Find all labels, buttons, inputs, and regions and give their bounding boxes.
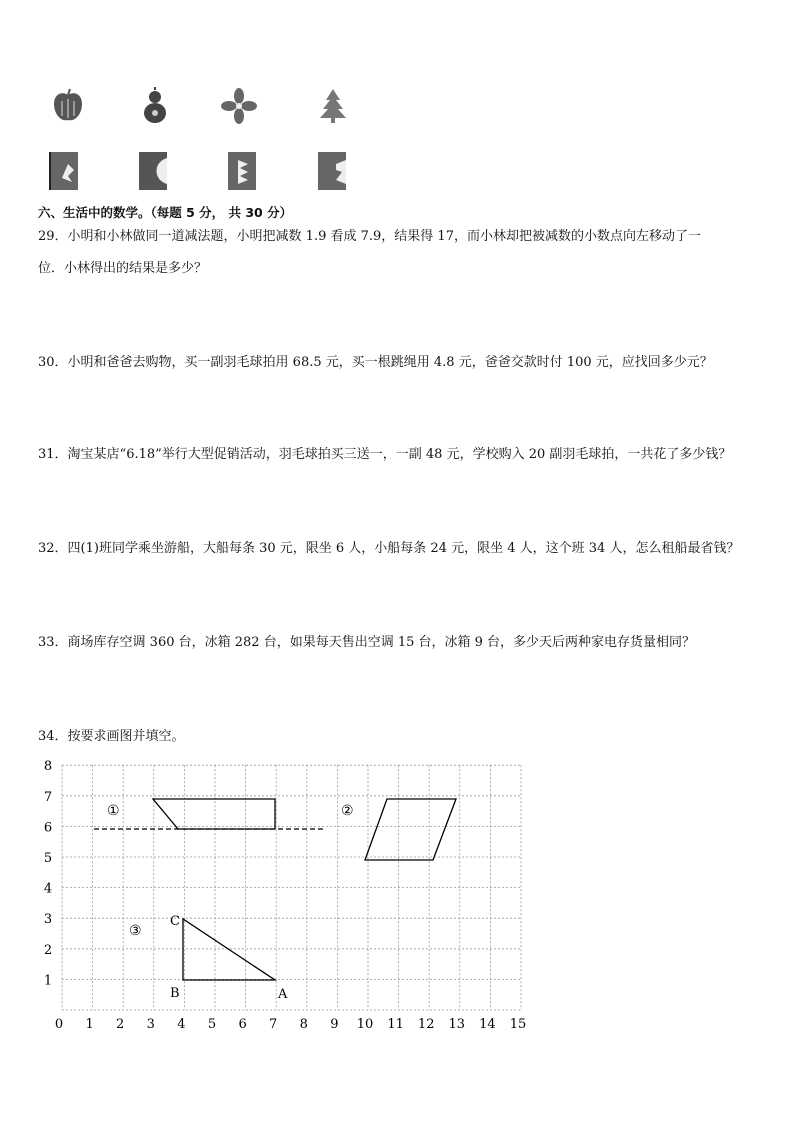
tree-silhouette-icon <box>313 86 353 126</box>
figure-2-parallelogram <box>365 799 456 860</box>
figure-2-label: ② <box>341 803 354 819</box>
y-tick-label: 6 <box>43 820 53 836</box>
y-tick-label: 7 <box>43 789 53 805</box>
folded-paper-1-icon <box>46 150 82 192</box>
figure-1-label: ① <box>107 803 120 819</box>
point-b-label: B <box>170 986 180 1001</box>
folded-paper-3-icon <box>224 150 260 192</box>
apple-silhouette-icon <box>48 86 88 126</box>
x-tick-label: 12 <box>417 1017 435 1032</box>
flower-silhouette-icon <box>219 86 259 126</box>
question-34: 34．按要求画图并填空。 <box>38 729 185 744</box>
x-tick-label: 8 <box>299 1017 308 1032</box>
question-29-line2: 位．小林得出的结果是多少？ <box>38 261 208 276</box>
y-tick-label: 5 <box>43 851 53 866</box>
x-tick-label: 15 <box>509 1017 527 1032</box>
x-tick-label: 5 <box>207 1017 217 1032</box>
grid-lines <box>62 765 521 1010</box>
y-tick-label: 3 <box>43 912 53 928</box>
point-c-label: C <box>170 914 180 929</box>
figure-3-label: ③ <box>129 923 142 939</box>
figure-3-triangle <box>183 919 275 980</box>
x-tick-label: 6 <box>238 1017 247 1032</box>
folded-paper-2-icon <box>135 150 171 192</box>
x-tick-label: 14 <box>479 1017 496 1032</box>
y-tick-label: 8 <box>43 759 53 775</box>
x-tick-label: 13 <box>448 1017 466 1032</box>
point-a-label: A <box>278 987 288 1002</box>
y-tick-labels <box>44 759 52 988</box>
question-29-line1: 29．小明和小林做同一道减法题，小明把减数 1.9 看成 7.9，结果得 17，而小林却把被减数的小数点向左移动了一 <box>38 229 701 244</box>
x-tick-label: 11 <box>387 1017 404 1032</box>
x-tick-label: 9 <box>330 1017 339 1032</box>
x-tick-label: 10 <box>356 1017 374 1032</box>
section-title: 六、生活中的数学。（每题 5 分， 共 30 分） <box>38 205 293 220</box>
y-tick-label: 4 <box>43 881 53 897</box>
folded-paper-4-icon <box>314 150 350 192</box>
question-30: 30．小明和爸爸去购物，买一副羽毛球拍用 68.5 元，买一根跳绳用 4.8 元，爸爸交款时付 100 元，应找回多少元？ <box>38 355 713 370</box>
gourd-silhouette-icon <box>135 86 175 126</box>
x-tick-label: 1 <box>85 1017 94 1032</box>
y-tick-label: 1 <box>43 973 53 989</box>
x-tick-labels <box>55 1017 526 1032</box>
question-32: 32．四(1)班同学乘坐游船，大船每条 30 元，限坐 6 人，小船每条 24 元，限坐 4 人，这个班 34 人，怎么租船最省钱？ <box>38 541 740 556</box>
question-33: 33．商场库存空调 360 台，冰箱 282 台，如果每天售出空调 15 台，冰箱 9 台，多少天后两种家电存货量相同？ <box>38 635 696 650</box>
y-tick-label: 2 <box>43 942 53 958</box>
figure-1-trapezoid <box>153 799 275 829</box>
x-tick-label: 4 <box>177 1017 186 1032</box>
x-tick-label: 3 <box>146 1017 155 1032</box>
coordinate-grid <box>30 755 540 1040</box>
x-tick-label: 0 <box>54 1017 64 1032</box>
x-tick-label: 2 <box>116 1017 125 1032</box>
x-tick-label: 7 <box>269 1017 278 1032</box>
question-31: 31．淘宝某店“6.18”举行大型促销活动，羽毛球拍买三送一，一副 48 元，学校购入 20 副羽毛球拍，一共花了多少钱？ <box>38 447 732 462</box>
